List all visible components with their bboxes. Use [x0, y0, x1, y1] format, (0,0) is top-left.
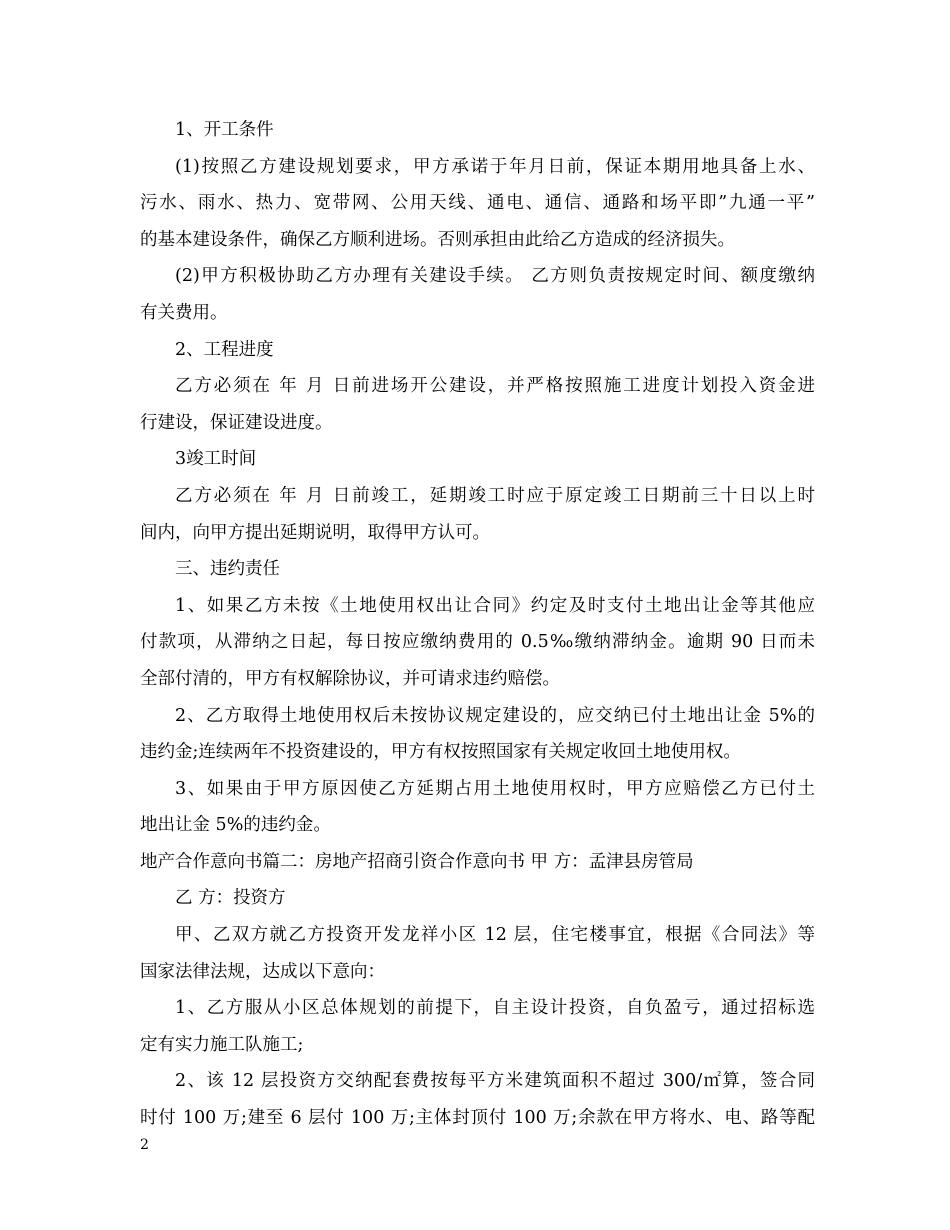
- text-line: 1、开工条件: [175, 120, 274, 140]
- text-line: 地出让金 5%的违约金。: [140, 815, 331, 836]
- text-line: 行建设，保证建设进度。: [140, 412, 333, 433]
- text-line: 2、该 12 层投资方交纳配套费按每平方米建筑面积不超过 300/㎡算，签合同: [175, 1071, 815, 1092]
- text-line: (1)按照乙方建设规划要求，甲方承诺于年月日前，保证本期用地具备上水、: [175, 156, 815, 177]
- text-line: 2、乙方取得土地使用权后未按协议规定建设的，应交纳已付土地出让金 5%的: [175, 705, 815, 726]
- text-line: 1、如果乙方未按《土地使用权出让合同》约定及时支付土地出让金等其他应: [175, 595, 815, 616]
- text-line: 全部付清的，甲方有权解除协议，并可请求违约赔偿。: [140, 668, 560, 689]
- text-line: 乙方必须在 年 月 日前进场开公建设，并严格按照施工进度计划投入资金进: [175, 376, 815, 397]
- text-line: 乙 方：投资方: [175, 888, 286, 909]
- text-line: 甲、乙双方就乙方投资开发龙祥小区 12 层，住宅楼事宜，根据《合同法》等: [175, 925, 815, 946]
- text-line: 三、违约责任: [175, 559, 280, 580]
- text-line: 的基本建设条件，确保乙方顺利进场。否则承担由此给乙方造成的经济损失。: [140, 229, 735, 250]
- text-line: 国家法律法规，达成以下意向：: [140, 961, 385, 982]
- text-line: 地产合作意向书篇二：房地产招商引资合作意向书 甲 方：孟津县房管局: [140, 851, 694, 872]
- text-line: 违约金;连续两年不投资建设的，甲方有权按照国家有关规定收回土地使用权。: [140, 742, 741, 763]
- text-line: 3、如果由于甲方原因使乙方延期占用土地使用权时，甲方应赔偿乙方已付土: [175, 778, 815, 799]
- document-body: [140, 112, 815, 1137]
- text-line: 污水、雨水、热力、宽带网、公用天线、通电、通信、通路和场平即”九通一平”: [140, 193, 815, 214]
- text-line: 时付 100 万;建至 6 层付 100 万;主体封顶付 100 万;余款在甲方将水、电、路等配: [140, 1108, 815, 1129]
- page-number: 2: [140, 1137, 149, 1153]
- text-line: (2)甲方积极协助乙方办理有关建设手续。 乙方则负责按规定时间、额度缴纳: [175, 266, 815, 287]
- text-line: 2、工程进度: [175, 339, 274, 360]
- text-line: 3竣工时间: [175, 449, 257, 470]
- text-line: 间内，向甲方提出延期说明，取得甲方认可。: [140, 522, 490, 543]
- text-line: 有关费用。: [140, 302, 228, 323]
- text-line: 乙方必须在 年 月 日前竣工，延期竣工时应于原定竣工日期前三十日以上时: [175, 485, 815, 506]
- text-line: 付款项，从滞纳之日起，每日按应缴纳费用的 0.5‰缴纳滞纳金。逾期 90 日而未: [140, 632, 815, 653]
- text-line: 1、乙方服从小区总体规划的前提下，自主设计投资，自负盈亏，通过招标选: [175, 998, 815, 1019]
- text-line: 定有实力施工队施工;: [140, 1034, 304, 1055]
